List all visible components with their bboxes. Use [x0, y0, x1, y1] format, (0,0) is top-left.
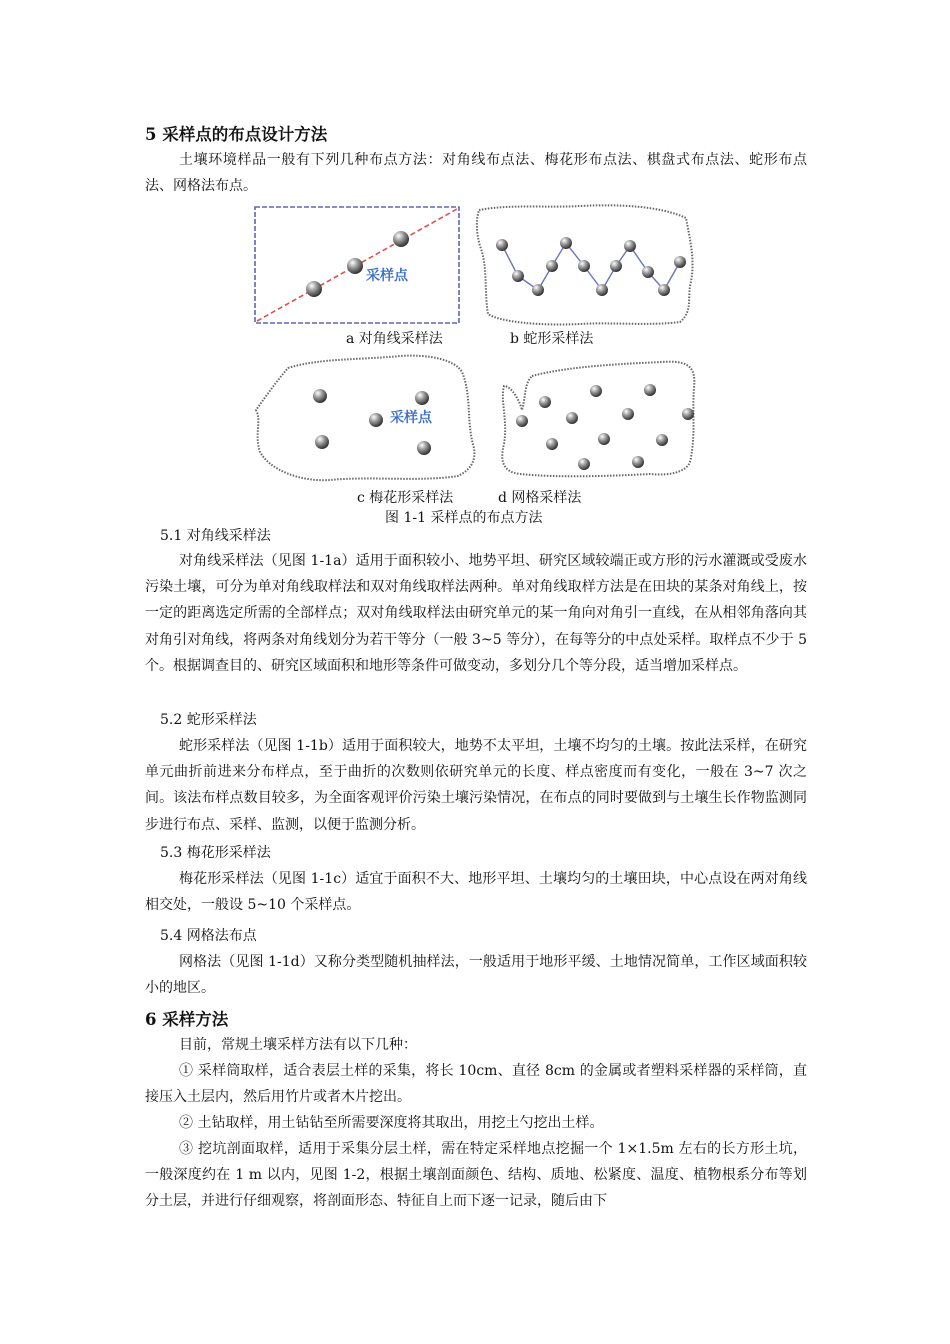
sampling-point	[415, 391, 429, 405]
caption-a: a 对角线采样法	[346, 331, 443, 347]
points-label-a: 采样点	[366, 268, 408, 284]
sampling-point	[417, 441, 431, 455]
sampling-point	[578, 458, 590, 470]
sampling-point	[622, 408, 634, 420]
sampling-point	[624, 240, 636, 252]
sampling-point	[306, 281, 322, 297]
plot-boundary	[256, 356, 474, 481]
sampling-point	[642, 266, 654, 278]
sampling-point	[313, 389, 327, 403]
section-5-3-heading: 5.3 梅花形采样法	[160, 845, 271, 861]
sampling-point	[546, 438, 558, 450]
sampling-point	[596, 284, 608, 296]
grid-sampling-points	[516, 384, 694, 470]
figure-c-plum-blossom	[256, 356, 474, 481]
caption-d: d 网格采样法	[498, 490, 582, 506]
plot-boundary	[502, 362, 694, 477]
caption-c: c 梅花形采样法	[357, 490, 454, 506]
caption-b: b 蛇形采样法	[510, 331, 594, 347]
sampling-point	[516, 415, 528, 427]
snake-path	[502, 243, 680, 290]
points-label-c: 采样点	[390, 410, 432, 426]
sampling-point	[512, 270, 524, 282]
sampling-point	[496, 239, 508, 251]
sampling-point	[632, 456, 644, 468]
method-item-2: ② 土钻取样，用土钻钻至所需要深度将其取出，用挖土勺挖出土样。	[179, 1115, 604, 1131]
figure-b-snake	[477, 205, 693, 324]
method-item-1: ① 采样筒取样，适合表层土样的采集，将长 10cm、直径 8cm 的金属或者塑料采样器的采样筒，直接压入土层内，然后用竹片或者木片挖出。	[145, 1063, 807, 1106]
sampling-point	[539, 396, 551, 408]
section-5-2-heading: 5.2 蛇形采样法	[160, 712, 257, 728]
section-5-1-heading: 5.1 对角线采样法	[160, 528, 271, 544]
section-5-intro: 土壤环境样品一般有下列几种布点方法：对角线布点法、梅花形布点法、棋盘式布点法、蛇形布点法、网格法布点。	[145, 152, 807, 195]
sampling-point	[658, 284, 670, 296]
section-6-heading: 6 采样方法	[145, 1010, 229, 1029]
sampling-point	[644, 384, 656, 396]
section-6-intro: 目前，常规土壤采样方法有以下几种：	[179, 1037, 417, 1053]
sampling-point	[393, 231, 409, 247]
sampling-point	[566, 412, 578, 424]
sampling-point	[682, 408, 694, 420]
sampling-point	[578, 260, 590, 272]
sampling-point	[674, 256, 686, 268]
sampling-point	[656, 434, 668, 446]
sampling-point	[315, 435, 329, 449]
sampling-point	[610, 260, 622, 272]
sampling-point	[598, 433, 610, 445]
section-5-4-body: 网格法（见图 1-1d）又称分类型随机抽样法，一般适用于地形平缓、土地情况简单，工作区域面积较小的地区。	[145, 954, 807, 997]
sampling-point	[590, 385, 602, 397]
sampling-point	[369, 413, 383, 427]
figure-a-diagonal	[255, 207, 459, 323]
sampling-point	[546, 260, 558, 272]
sampling-point	[347, 258, 363, 274]
figure-d-grid	[502, 362, 694, 477]
section-5-2-body: 蛇形采样法（见图 1-1b）适用于面积较大，地势不太平坦，土壤不均匀的土壤。按此法采样，在研究单元曲折前进来分布样点，至于曲折的次数则依研究单元的长度、样点密度而有变化，一般在 3~7 次之间。该法布样点数目较多，为全面客观评价污染土壤污染情况，在布点的同时要做到与土壤生长作物监测同步进行布点、采样、监测，以便于监测分析。	[145, 738, 807, 833]
sampling-point	[532, 284, 544, 296]
section-5-4-heading: 5.4 网格法布点	[160, 928, 257, 944]
section-5-heading: 5 采样点的布点设计方法	[145, 125, 328, 144]
section-5-3-body: 梅花形采样法（见图 1-1c）适宜于面积不大、地形平坦、土壤均匀的土壤田块，中心点设在两对角线相交处，一般设 5~10 个采样点。	[145, 871, 807, 914]
figure-1-1	[250, 200, 710, 490]
method-item-3: ③ 挖坑剖面取样，适用于采集分层土样，需在特定采样地点挖掘一个 1×1.5m 左右的长方形土坑，一般深度约在 1 m 以内，见图 1-2，根据土壤剖面颜色、结构、质地、松紧度、温度、植物根系分布等划分土层，并进行仔细观察，将剖面形态、特征自上而下逐一记录，随后由下	[145, 1141, 807, 1210]
snake-sampling-points	[496, 237, 686, 296]
section-5-1-body: 对角线采样法（见图 1-1a）适用于面积较小、地势平坦、研究区域较端正或方形的污水灌溉或受废水污染土壤，可分为单对角线取样法和双对角线取样法两种。单对角线取样方法是在田块的某条对角线上，按一定的距离选定所需的全部样点；双对角线取样法由研究单元的某一角向对角引一直线，在从相邻角落向其对角引对角线，将两条对角线划分为若干等分（一般 3~5 等分），在每等分的中点处采样。取样点不少于 5 个。根据调查目的、研究区域面积和地形等条件可做变动，多划分几个等分段，适当增加采样点。	[145, 553, 807, 674]
figure-title: 图 1-1 采样点的布点方法	[385, 510, 543, 526]
sampling-point	[560, 237, 572, 249]
